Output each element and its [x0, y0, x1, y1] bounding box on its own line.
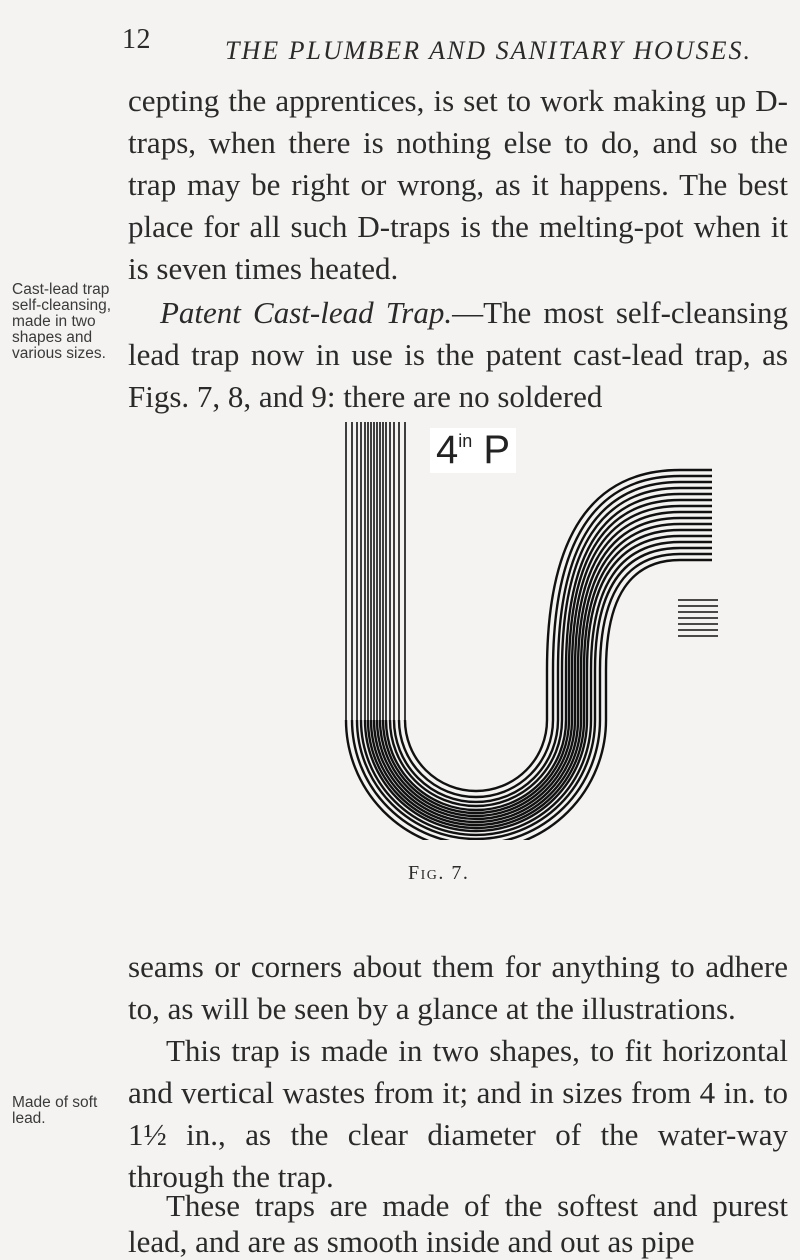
paragraph-softest: These traps are made of the softest and purest lead, and are as smooth inside and out as pipe	[128, 1188, 788, 1259]
figure-caption: Fig. 7.	[408, 862, 470, 884]
page-number: 12	[122, 24, 151, 55]
margin-note-soft-lead: Made of soft lead.	[12, 1094, 98, 1127]
figure-size-label: $4^{in}$ P	[430, 428, 516, 473]
paragraph-shapes: This trap is made in two shapes, to fit horizontal and vertical wastes from it; and in sizes from 4 in. to 1½ in., as the clear diameter of the water-way through the trap.	[128, 1033, 788, 1194]
paragraph-seams: seams or corners about them for anything to adhere to, as will be seen by a glance at the illustrations.	[128, 949, 788, 1026]
margin-note-cast-lead: Cast-lead trap self-cleansing, made in two shapes and various sizes.	[12, 281, 112, 362]
paragraph-patent-trap	[128, 292, 788, 418]
running-head: THE PLUMBER AND SANITARY HOUSES.	[225, 36, 752, 65]
paragraph-continuation: cepting the apprentices, is set to work making up D-traps, when there is nothing else to do, and so the trap may be right or wrong, as it happens. The best place for all such D-traps is the melting-pot when it is seven times heated.	[128, 83, 788, 286]
figure-trap-illustration	[300, 420, 720, 840]
trap-outlet	[678, 600, 718, 636]
section-heading-patent-trap: Patent Cast-lead Trap.	[160, 295, 453, 330]
trap-drawing	[300, 420, 720, 840]
paragraph-patent-body: —The most self-cleansing lead trap now in use is the patent cast-lead trap, as Figs. 7, 8, and 9: there are no soldered	[128, 295, 788, 414]
